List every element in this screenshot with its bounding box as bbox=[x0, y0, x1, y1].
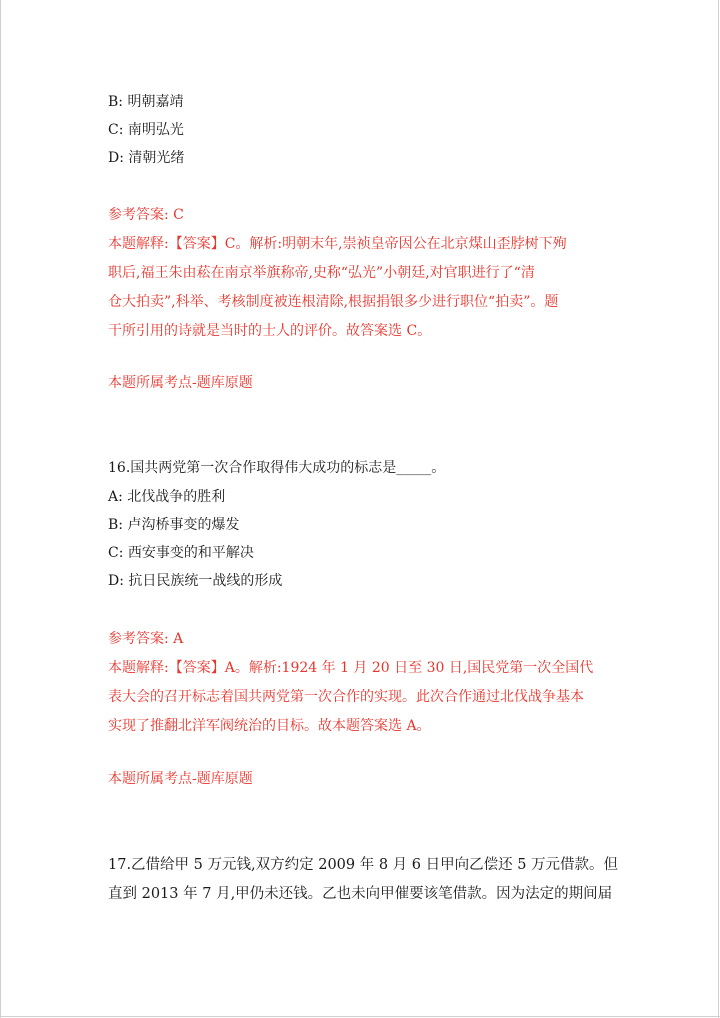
q16-option-d: D: 抗日民族统一战线的形成 bbox=[108, 573, 283, 589]
q17-question-line-1: 17.乙借给甲 5 万元钱,双方约定 2009 年 8 月 6 日甲向乙偿还 5 万元借款。但 bbox=[108, 857, 619, 873]
q15-explanation-line-2: 职后,福王朱由菘在南京举旗称帝,史称“弘光”小朝廷,对官职进行了“清 bbox=[108, 265, 535, 281]
q16-option-a: A: 北伐战争的胜利 bbox=[108, 489, 226, 505]
q15-explanation-line-4: 干所引用的诗就是当时的士人的评价。故答案选 C。 bbox=[108, 323, 432, 339]
q16-option-c: C: 西安事变的和平解决 bbox=[108, 545, 254, 561]
q15-option-d: D: 清朝光绪 bbox=[108, 150, 185, 166]
q16-source: 本题所属考点-题库原题 bbox=[108, 771, 253, 787]
page-border-bottom bbox=[0, 1016, 720, 1017]
q16-explanation-line-3: 实现了推翻北洋军阀统治的目标。故本题答案选 A。 bbox=[108, 718, 431, 734]
q15-option-c: C: 南明弘光 bbox=[108, 122, 184, 138]
q16-explanation-line-2: 表大会的召开标志着国共两党第一次合作的实现。此次合作通过北伐战争基本 bbox=[108, 689, 584, 705]
q17-question-line-2: 直到 2013 年 7 月,甲仍未还钱。乙也未向甲催要该笔借款。因为法定的期间届 bbox=[108, 886, 613, 902]
page-border-right bbox=[718, 0, 719, 1018]
q15-source: 本题所属考点-题库原题 bbox=[108, 375, 253, 391]
q15-option-b: B: 明朝嘉靖 bbox=[108, 94, 184, 110]
page-border-left bbox=[0, 0, 1, 1018]
q16-option-b: B: 卢沟桥事变的爆发 bbox=[108, 517, 240, 533]
q15-explanation-line-3: 仓大拍卖”,科举、考核制度被连根清除,根据捐银多少进行职位“拍卖”。题 bbox=[108, 294, 559, 310]
q16-answer: 参考答案: A bbox=[108, 631, 184, 647]
q15-explanation-line-1: 本题解释:【答案】C。解析:明朝末年,崇祯皇帝因公在北京煤山歪脖树下殉 bbox=[108, 236, 567, 252]
q16-question: 16.国共两党第一次合作取得伟大成功的标志是_____。 bbox=[108, 460, 446, 476]
q16-explanation-line-1: 本题解释:【答案】A。解析:1924 年 1 月 20 日至 30 日,国民党第一次全国代 bbox=[108, 660, 594, 676]
q15-answer: 参考答案: C bbox=[108, 207, 184, 223]
